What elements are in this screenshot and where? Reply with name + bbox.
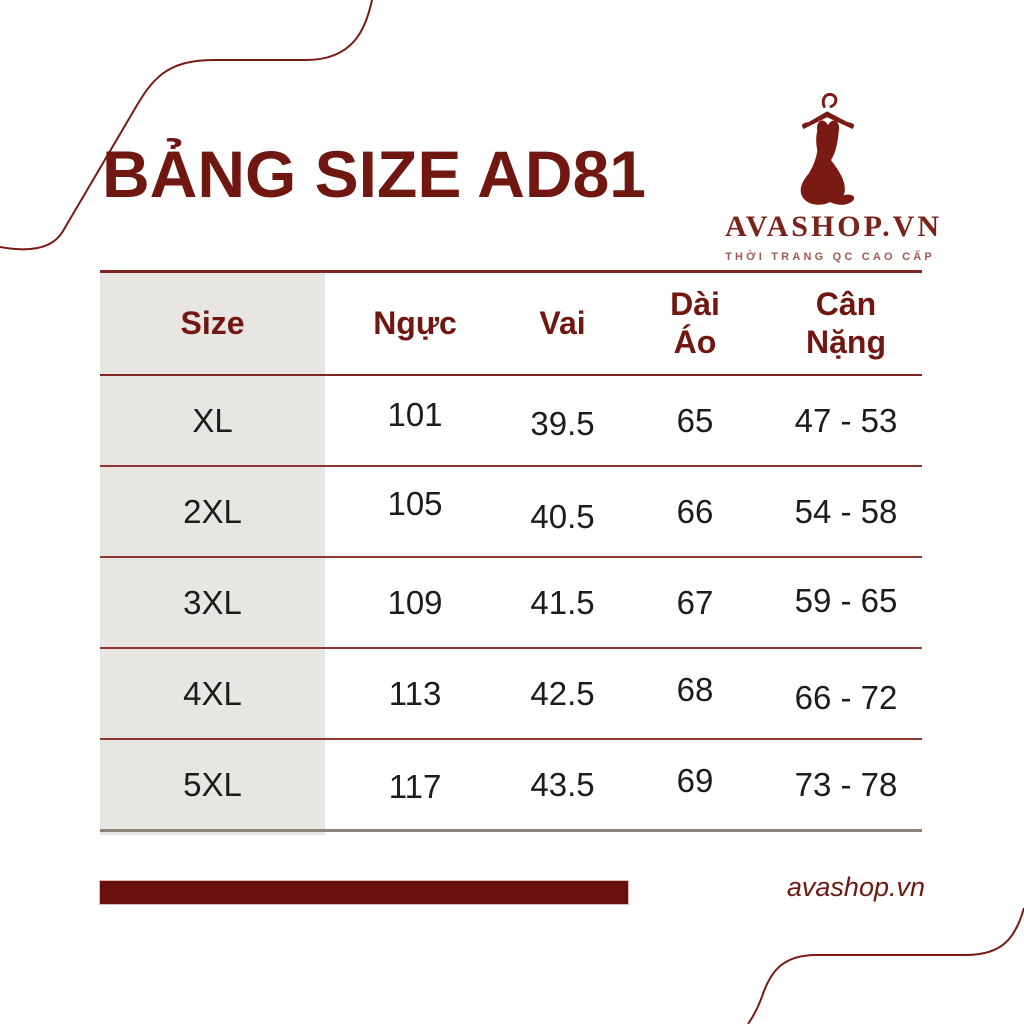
table-row-xl [100,376,922,467]
shoulder-value: 39.5 [530,404,595,442]
shoulder-value: 40.5 [530,497,595,535]
size-label: XL [192,401,233,439]
table-row-4xl [100,649,922,740]
size-label: 3XL [183,583,242,621]
length-value: 68 [676,670,714,708]
shoulder-value: 43.5 [530,765,595,803]
column-header-can-nang: Cân Nặng [806,285,886,360]
chest-value: 109 [387,583,443,621]
footer-website: avashop.vn [786,872,925,902]
table-header-row [100,273,922,376]
decorative-curve-bottom-right [614,814,1024,1024]
column-header-vai: Vai [539,304,586,341]
weight-range: 66 - 72 [794,678,898,716]
page-title: BẢNG SIZE AD81 [102,137,646,211]
length-value: 69 [676,761,714,799]
chest-value: 117 [388,767,442,805]
column-header-size: Size [180,304,245,341]
brand-name: AVASHOP.VN [725,210,943,243]
length-value: 67 [676,583,714,621]
column-header-dai-ao: Dài Áo [670,285,720,360]
dress-on-hanger-icon [770,86,890,208]
weight-range: 59 - 65 [794,581,898,619]
decorative-curve-top-left [0,0,400,260]
size-table [100,270,922,835]
length-value: 65 [676,401,714,439]
footer-accent-bar [100,881,628,904]
chest-value: 101 [387,395,443,433]
column-header-nguc: Ngực [373,304,457,341]
weight-range: 54 - 58 [794,492,898,530]
size-label: 4XL [183,674,242,712]
table-row-5xl [100,740,922,832]
shoulder-value: 41.5 [530,583,595,621]
brand-logo [725,86,943,263]
size-label: 2XL [183,492,242,530]
table-row-2xl [100,467,922,558]
shoulder-value: 42.5 [530,674,595,712]
chest-value: 113 [388,674,442,712]
table-row-3xl [100,558,922,649]
size-label: 5XL [183,765,242,803]
length-value: 66 [676,492,714,530]
weight-range: 73 - 78 [794,765,898,803]
brand-tagline: THỜI TRANG QC CAO CẤP [725,251,935,263]
chest-value: 105 [387,484,443,522]
weight-range: 47 - 53 [794,401,898,439]
